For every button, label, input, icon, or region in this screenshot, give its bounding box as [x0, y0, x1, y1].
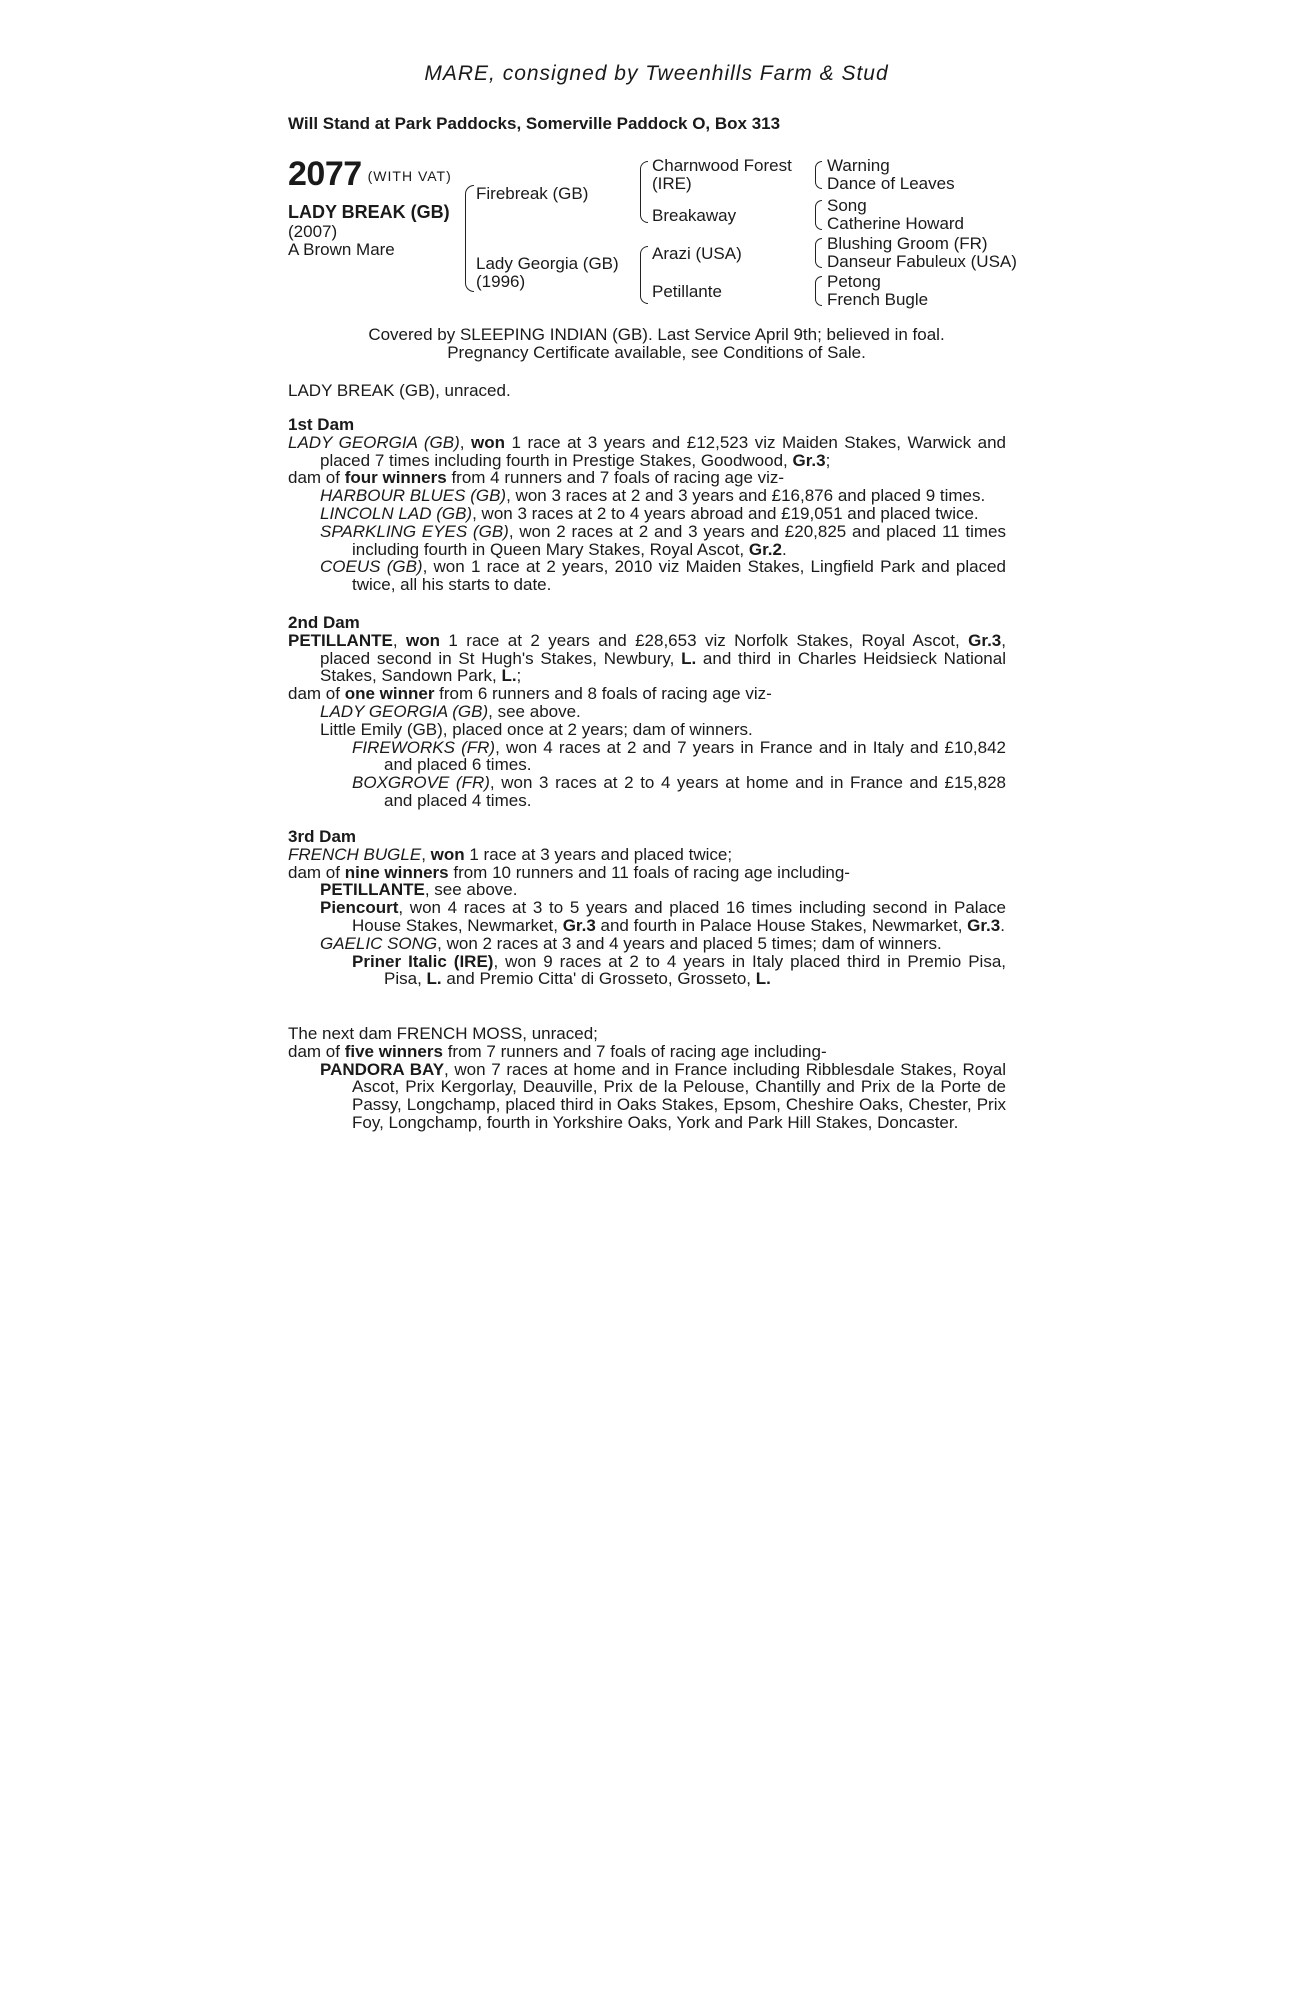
- produce-name: SPARKLING EYES (GB): [320, 521, 509, 541]
- dam-year: (1996): [476, 272, 526, 291]
- winners-count: one winner: [344, 684, 435, 704]
- produce-name: Piencourt: [320, 898, 399, 918]
- lot-number: 2077: [288, 155, 362, 193]
- stand-location: Will Stand at Park Paddocks, Somerville Paddock O, Box 313: [288, 114, 781, 133]
- listed-label: L.: [426, 969, 442, 989]
- section-heading: 1st Dam: [288, 415, 355, 434]
- text: dam of: [288, 684, 345, 704]
- produce-entry: [288, 774, 1006, 810]
- produce-text: , won 9 races at 2 to 4 years in Italy placed third in Premio Pisa, Pisa,: [384, 951, 1006, 989]
- dam-sire-name: Arazi (USA): [652, 244, 742, 263]
- text: from 10 runners and 11 foals of racing age including-: [448, 862, 850, 882]
- text: from 4 runners and 7 foals of racing age viz-: [446, 468, 785, 488]
- produce-entry: [288, 739, 1006, 775]
- grade-label: Gr.3: [968, 630, 1002, 650]
- dam-name: Lady Georgia (GB): [476, 254, 619, 273]
- produce-entry: [288, 935, 1006, 953]
- text: dam of: [288, 1041, 345, 1061]
- text: from 6 runners and 8 foals of racing age viz-: [434, 684, 772, 704]
- produce-entry: [288, 899, 1006, 935]
- next-dam-section: [288, 1025, 1006, 1132]
- horse-year: (2007): [288, 222, 338, 241]
- produce-entry: [288, 1061, 1006, 1132]
- produce-entry: [288, 487, 1006, 505]
- horse-description: A Brown Mare: [288, 240, 395, 259]
- produce-text: , won 3 races at 2 to 4 years abroad and £19,051 and placed twice.: [472, 503, 979, 523]
- won-label: won: [406, 630, 440, 650]
- produce-text: , won 2 races at 3 and 4 years and placed 5 times; dam of winners.: [437, 933, 942, 953]
- pedigree-brace: [640, 161, 648, 223]
- g3-name: Blushing Groom (FR): [827, 234, 988, 253]
- horse-name: LADY BREAK (GB): [288, 202, 450, 222]
- g3-name: Catherine Howard: [827, 214, 965, 233]
- covering-line: Covered by SLEEPING INDIAN (GB). Last Service April 9th; believed in foal.: [368, 325, 945, 344]
- listed-label: L.: [501, 666, 517, 686]
- pedigree-brace: [815, 238, 822, 268]
- produce-entry: [288, 523, 1006, 559]
- sire-name: Firebreak (GB): [476, 184, 589, 203]
- first-dam-section: [288, 416, 1006, 594]
- lot-block: [288, 155, 468, 259]
- g3-name: French Bugle: [827, 290, 929, 309]
- dam-record-text: 1 race at 3 years and £12,523 viz Maiden Stakes, Warwick and placed 7 times including fourth in Prestige Stakes, Goodwood,: [320, 432, 1006, 470]
- produce-text: , won 3 races at 2 to 4 years at home and in France and £15,828 and placed 4 times.: [384, 773, 1006, 810]
- text: dam of: [288, 862, 345, 882]
- dam-record-text: and third in Charles Heidsieck National Stakes, Sandown Park,: [320, 648, 1006, 686]
- dam-record: FRENCH BUGLE, won 1 race at 3 years and placed twice;: [288, 844, 733, 864]
- produce-name: LADY GEORGIA (GB): [320, 701, 489, 721]
- consignor-line: MARE, consigned by Tweenhills Farm & Stud: [424, 62, 889, 85]
- pedigree-brace: [815, 161, 822, 189]
- produce-entry: [288, 505, 1006, 523]
- produce-name: COEUS (GB): [320, 557, 423, 577]
- won-label: won: [430, 844, 465, 864]
- produce-name: LINCOLN LAD (GB): [320, 503, 473, 523]
- produce-name: GAELIC SONG: [320, 933, 438, 953]
- g3-name: Song: [827, 196, 867, 215]
- produce-text: , see above.: [424, 880, 518, 900]
- dam-name: LADY GEORGIA (GB): [288, 432, 460, 452]
- produce-entry: [288, 703, 1006, 721]
- dam-name: FRENCH BUGLE: [288, 844, 422, 864]
- produce-entry: [288, 881, 1006, 899]
- pedigree-brace: [640, 246, 648, 304]
- produce-entry: [288, 558, 1006, 594]
- sire-sire-name: Charnwood Forest: [652, 156, 792, 175]
- punct: .: [781, 539, 787, 559]
- dam-produce-summary: [288, 864, 1006, 882]
- covering-note: [0, 326, 1313, 362]
- produce-text: and fourth in Palace House Stakes, Newmarket,: [595, 915, 968, 935]
- produce-text: , won 4 races at 2 and 7 years in France and in Italy and £10,842 and placed 6 times.: [384, 737, 1007, 775]
- listed-label: L.: [755, 969, 771, 989]
- text: from 7 runners and 7 foals of racing age including-: [442, 1041, 827, 1061]
- grade-label: Gr.3: [562, 915, 596, 935]
- pedigree-brace: [465, 185, 474, 292]
- pedigree-brace: [815, 276, 822, 306]
- won-label: won: [471, 432, 505, 452]
- grade-label: Gr.3: [792, 450, 826, 470]
- dam-record-text: , placed second in St Hugh's Stakes, Newbury,: [320, 630, 1006, 668]
- winners-count: five winners: [344, 1041, 443, 1061]
- produce-text: , won 2 races at 2 and 3 years and £20,825 and placed 11 times including fourth in Queen Mary Stakes, Royal Ascot,: [352, 521, 1007, 559]
- dam-record: LADY GEORGIA (GB), won 1 race at 3 years and £12,523 viz Maiden Stakes, Warwick and placed 7 times including fourth in Prestige Stakes, Goodwood, Gr.3;: [288, 432, 1006, 470]
- section-heading: 2nd Dam: [288, 613, 360, 632]
- dam-produce-summary: [288, 685, 1006, 703]
- dam-produce-summary: [288, 469, 1006, 487]
- g3-name: Danseur Fabuleux (USA): [827, 252, 1017, 271]
- winners-count: nine winners: [344, 862, 449, 882]
- third-dam-section: [288, 828, 1006, 988]
- dam-produce-summary: [288, 1043, 1006, 1061]
- punct: ;: [516, 666, 522, 686]
- produce-name: FIREWORKS (FR): [352, 737, 496, 757]
- text: dam of: [288, 468, 345, 488]
- dam-record: The next dam FRENCH MOSS, unraced;: [288, 1024, 598, 1043]
- grade-label: Gr.3: [967, 915, 1001, 935]
- dam-name: PETILLANTE: [288, 630, 393, 650]
- punct: ;: [825, 450, 831, 470]
- pedigree-brace: [815, 200, 822, 230]
- produce-text: and Premio Citta' di Grosseto, Grosseto,: [441, 969, 756, 989]
- dam-record-text: 1 race at 3 years and placed twice;: [464, 844, 733, 864]
- produce-name: BOXGROVE (FR): [352, 773, 490, 793]
- produce-name: HARBOUR BLUES (GB): [320, 486, 507, 506]
- produce-text: , won 7 races at home and in France including Ribblesdale Stakes, Royal Ascot, Prix Kergorlay, Deauville, Prix de la Pelouse, Chantilly and Prix de la Porte de Passy, Longchamp, placed third in Oaks Stakes, Epsom, Cheshire Oaks, Chester, Prix Foy, Longchamp, fourth in Yorkshire Oaks, York and Park Hill Stakes, Doncaster.: [352, 1059, 1006, 1132]
- produce-text: , won 1 race at 2 years, 2010 viz Maiden Stakes, Lingfield Park and placed twice, all his starts to date.: [352, 557, 1006, 595]
- produce-text: , won 3 races at 2 and 3 years and £16,876 and placed 9 times.: [506, 486, 986, 506]
- produce-entry: [288, 953, 1006, 989]
- vat-note: (WITH VAT): [367, 168, 452, 184]
- winners-count: four winners: [344, 468, 447, 488]
- g3-name: Petong: [827, 272, 881, 291]
- produce-name: Priner Italic (IRE): [352, 951, 494, 971]
- section-heading: 3rd Dam: [288, 827, 357, 846]
- grade-label: Gr.2: [748, 539, 782, 559]
- produce-name: PANDORA BAY: [320, 1059, 445, 1079]
- g3-name: Warning: [827, 156, 890, 175]
- race-record-intro: LADY BREAK (GB), unraced.: [288, 381, 511, 400]
- g3-name: Dance of Leaves: [827, 174, 955, 193]
- punct: .: [1000, 915, 1005, 935]
- dam-record: PETILLANTE, won 1 race at 2 years and £28,653 viz Norfolk Stakes, Royal Ascot, Gr.3, placed second in St Hugh's Stakes, Newbury, L. and third in Charles Heidsieck National Stakes, Sandown Park, L.;: [288, 630, 1006, 686]
- produce-text: , won 4 races at 3 to 5 years and placed 16 times including second in Palace House Stakes, Newmarket,: [352, 898, 1006, 935]
- produce-text: , see above.: [488, 701, 581, 721]
- produce-name: PETILLANTE: [320, 880, 425, 900]
- dam-record-text: 1 race at 2 years and £28,653 viz Norfolk Stakes, Royal Ascot,: [440, 630, 969, 650]
- sire-sire-country: (IRE): [652, 174, 692, 193]
- second-dam-section: [288, 614, 1006, 810]
- listed-label: L.: [681, 648, 697, 668]
- produce-entry: Little Emily (GB), placed once at 2 years; dam of winners.: [320, 719, 753, 739]
- certificate-line: Pregnancy Certificate available, see Conditions of Sale.: [447, 343, 866, 362]
- sire-dam-name: Breakaway: [652, 206, 737, 225]
- dam-dam-name: Petillante: [652, 282, 722, 301]
